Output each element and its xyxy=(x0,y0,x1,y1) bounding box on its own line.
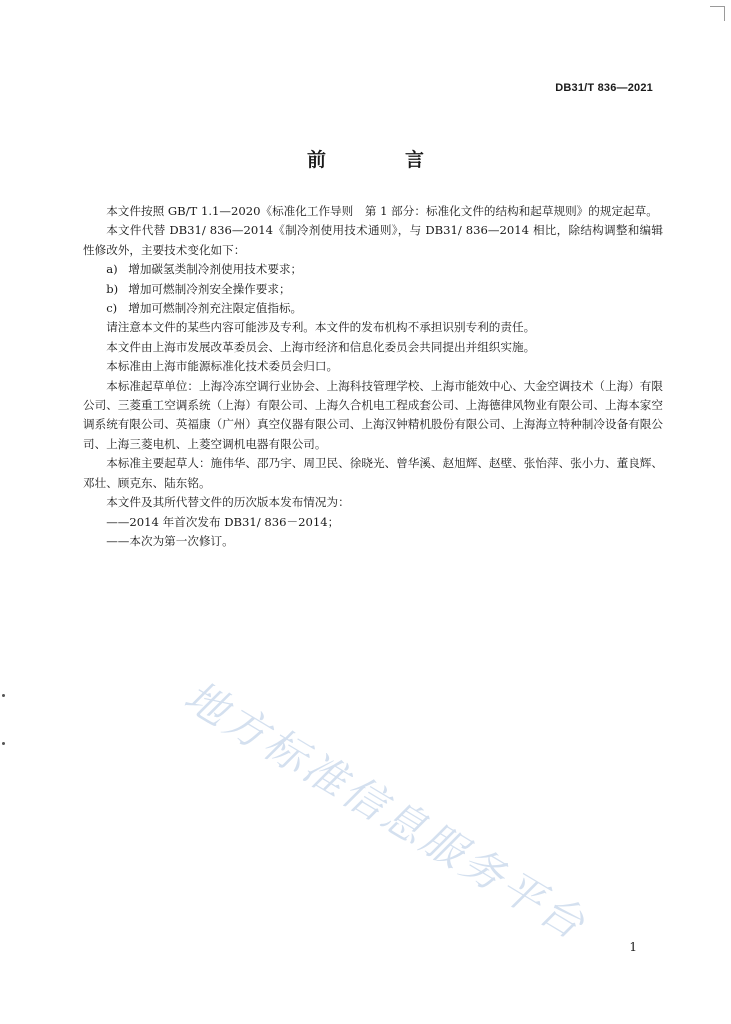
history-item: ——2014 年首次发布 DB31/ 836－2014； xyxy=(106,514,340,529)
list-item xyxy=(83,299,663,318)
page-number: 1 xyxy=(629,940,637,954)
list-marker: a) xyxy=(106,262,118,277)
paragraph-drafting-units: 本标准起草单位：上海冷冻空调行业协会、上海科技管理学校、上海市能效中心、大金空调技术（上海）有限公司、三菱重工空调系统（上海）有限公司、上海久合机电工程成套公司、上海德律风物业有限公司、上海本家空调系统有限公司、英福康（广州）真空仪器有限公司、上海汉钟精机股份有限公司、上海海立特种制冷设备有限公司、上海三菱电机、上菱空调机电器有限公司。 xyxy=(83,378,663,451)
scan-margin-dot xyxy=(2,742,5,745)
paragraph-patent-notice: 请注意本文件的某些内容可能涉及专利。本文件的发布机构不承担识别专利的责任。 xyxy=(106,320,536,335)
watermark: 地方标准信息服务平台 xyxy=(176,671,596,951)
list-item-text: 增加可燃制冷剂充注限定值指标。 xyxy=(128,301,303,316)
list-item-text: 增加可燃制冷剂安全操作要求； xyxy=(128,281,291,296)
paragraph-centralized-by: 本标准由上海市能源标准化技术委员会归口。 xyxy=(106,359,339,374)
document-code: DB31/T 836—2021 xyxy=(555,82,653,94)
list-item-text: 增加碳氢类制冷剂使用技术要求； xyxy=(128,262,303,277)
paragraph-drafters: 本标准主要起草人：施伟华、邵乃宇、周卫民、徐晓光、曾华溪、赵旭辉、赵壁、张怡萍、张小力、董良辉、邓壮、顾克东、陆东铭。 xyxy=(83,456,663,490)
foreword-body xyxy=(83,202,663,551)
paragraph-history-intro: 本文件及其所代替文件的历次版本发布情况为： xyxy=(106,495,350,510)
list-marker: c) xyxy=(106,301,118,316)
paragraph-proposer: 本文件由上海市发展改革委员会、上海市经济和信息化委员会共同提出并组织实施。 xyxy=(106,339,536,354)
list-item xyxy=(83,280,663,299)
list-marker: b) xyxy=(106,281,119,296)
history-item: ——本次为第一次修订。 xyxy=(106,533,234,548)
paragraph-replacement: 本文件代替 DB31/ 836—2014《制冷剂使用技术通则》，与 DB31/ 836—2014 相比，除结构调整和编辑性修改外，主要技术变化如下： xyxy=(83,223,663,257)
scan-margin-dot xyxy=(2,694,5,697)
scan-corner-mark xyxy=(710,6,725,21)
list-item xyxy=(83,260,663,279)
page-title: 前 言 xyxy=(306,149,454,171)
paragraph-drafting-basis: 本文件按照 GB/T 1.1—2020《标准化工作导则 第 1 部分：标准化文件的结构和起草规则》的规定起草。 xyxy=(106,204,658,218)
